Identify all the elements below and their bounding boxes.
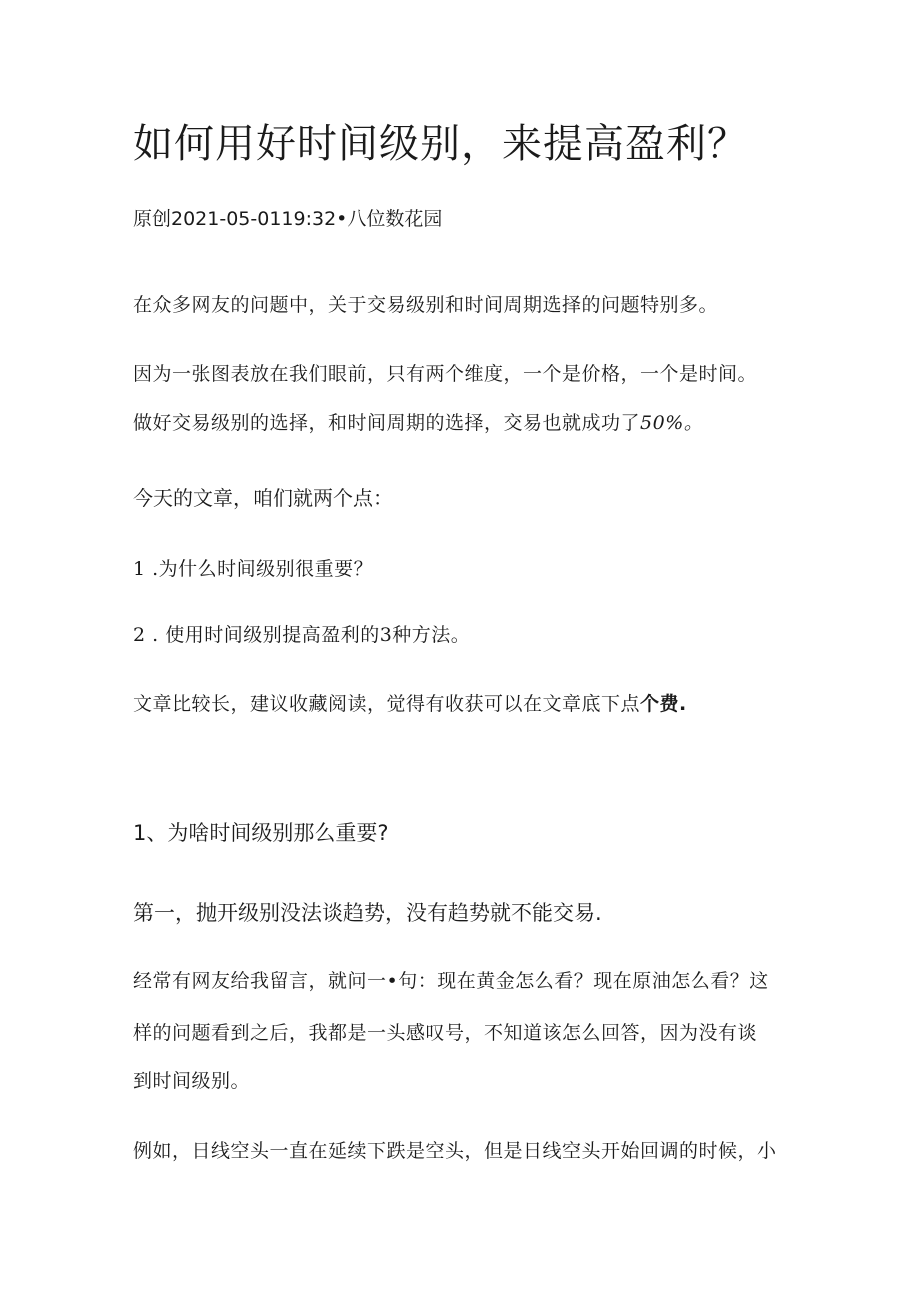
point-2: 2 . 使用时间级别提高盈利的3种方法。 <box>133 624 471 646</box>
intro-paragraph-2-line-2 <box>133 410 703 436</box>
reading-note-text: 文章比较长，建议收藏阅读，觉得有收获可以在文章底下点 <box>133 693 641 715</box>
paragraph-3-line-2: 样的问题看到之后，我都是一头感叹号，不知道该怎么回答，因为没有谈 <box>133 1022 758 1044</box>
intro-paragraph-2-line-1: 因为一张图表放在我们眼前，只有两个维度，一个是价格，一个是时间。 <box>133 363 758 385</box>
reading-note-emphasis: 个费. <box>640 693 687 715</box>
paragraph-4-line-1: 例如，日线空头一直在延续下跌是空头，但是日线空头开始回调的时候，小 <box>133 1140 777 1162</box>
point-1: 1 .为什么时间级别很重要？ <box>133 558 374 580</box>
first-point-heading: 第一，抛开级别没法谈趋势，没有趋势就不能交易. <box>133 901 602 925</box>
intro-paragraph-2-text: 做好交易级别的选择，和时间周期的选择，交易也就成功了 <box>133 412 641 434</box>
section-1-heading: 1、为啥时间级别那么重要? <box>133 821 389 845</box>
reading-note <box>133 691 687 717</box>
today-heading: 今天的文章，咱们就两个点： <box>133 486 393 510</box>
paragraph-3-line-1: 经常有网友给我留言，就问一•句：现在黄金怎么看？现在原油怎么看？这 <box>133 970 769 992</box>
intro-paragraph-2-percent: 50%。 <box>640 412 704 434</box>
intro-paragraph-1: 在众多网友的问题中，关于交易级别和时间周期选择的问题特别多。 <box>133 294 719 316</box>
article-meta: 原创2021-05-0119:32•八位数花园 <box>133 208 443 230</box>
article-title: 如何用好时间级别，来提高盈利？ <box>133 121 748 167</box>
paragraph-3-line-3: 到时间级别。 <box>133 1070 251 1092</box>
